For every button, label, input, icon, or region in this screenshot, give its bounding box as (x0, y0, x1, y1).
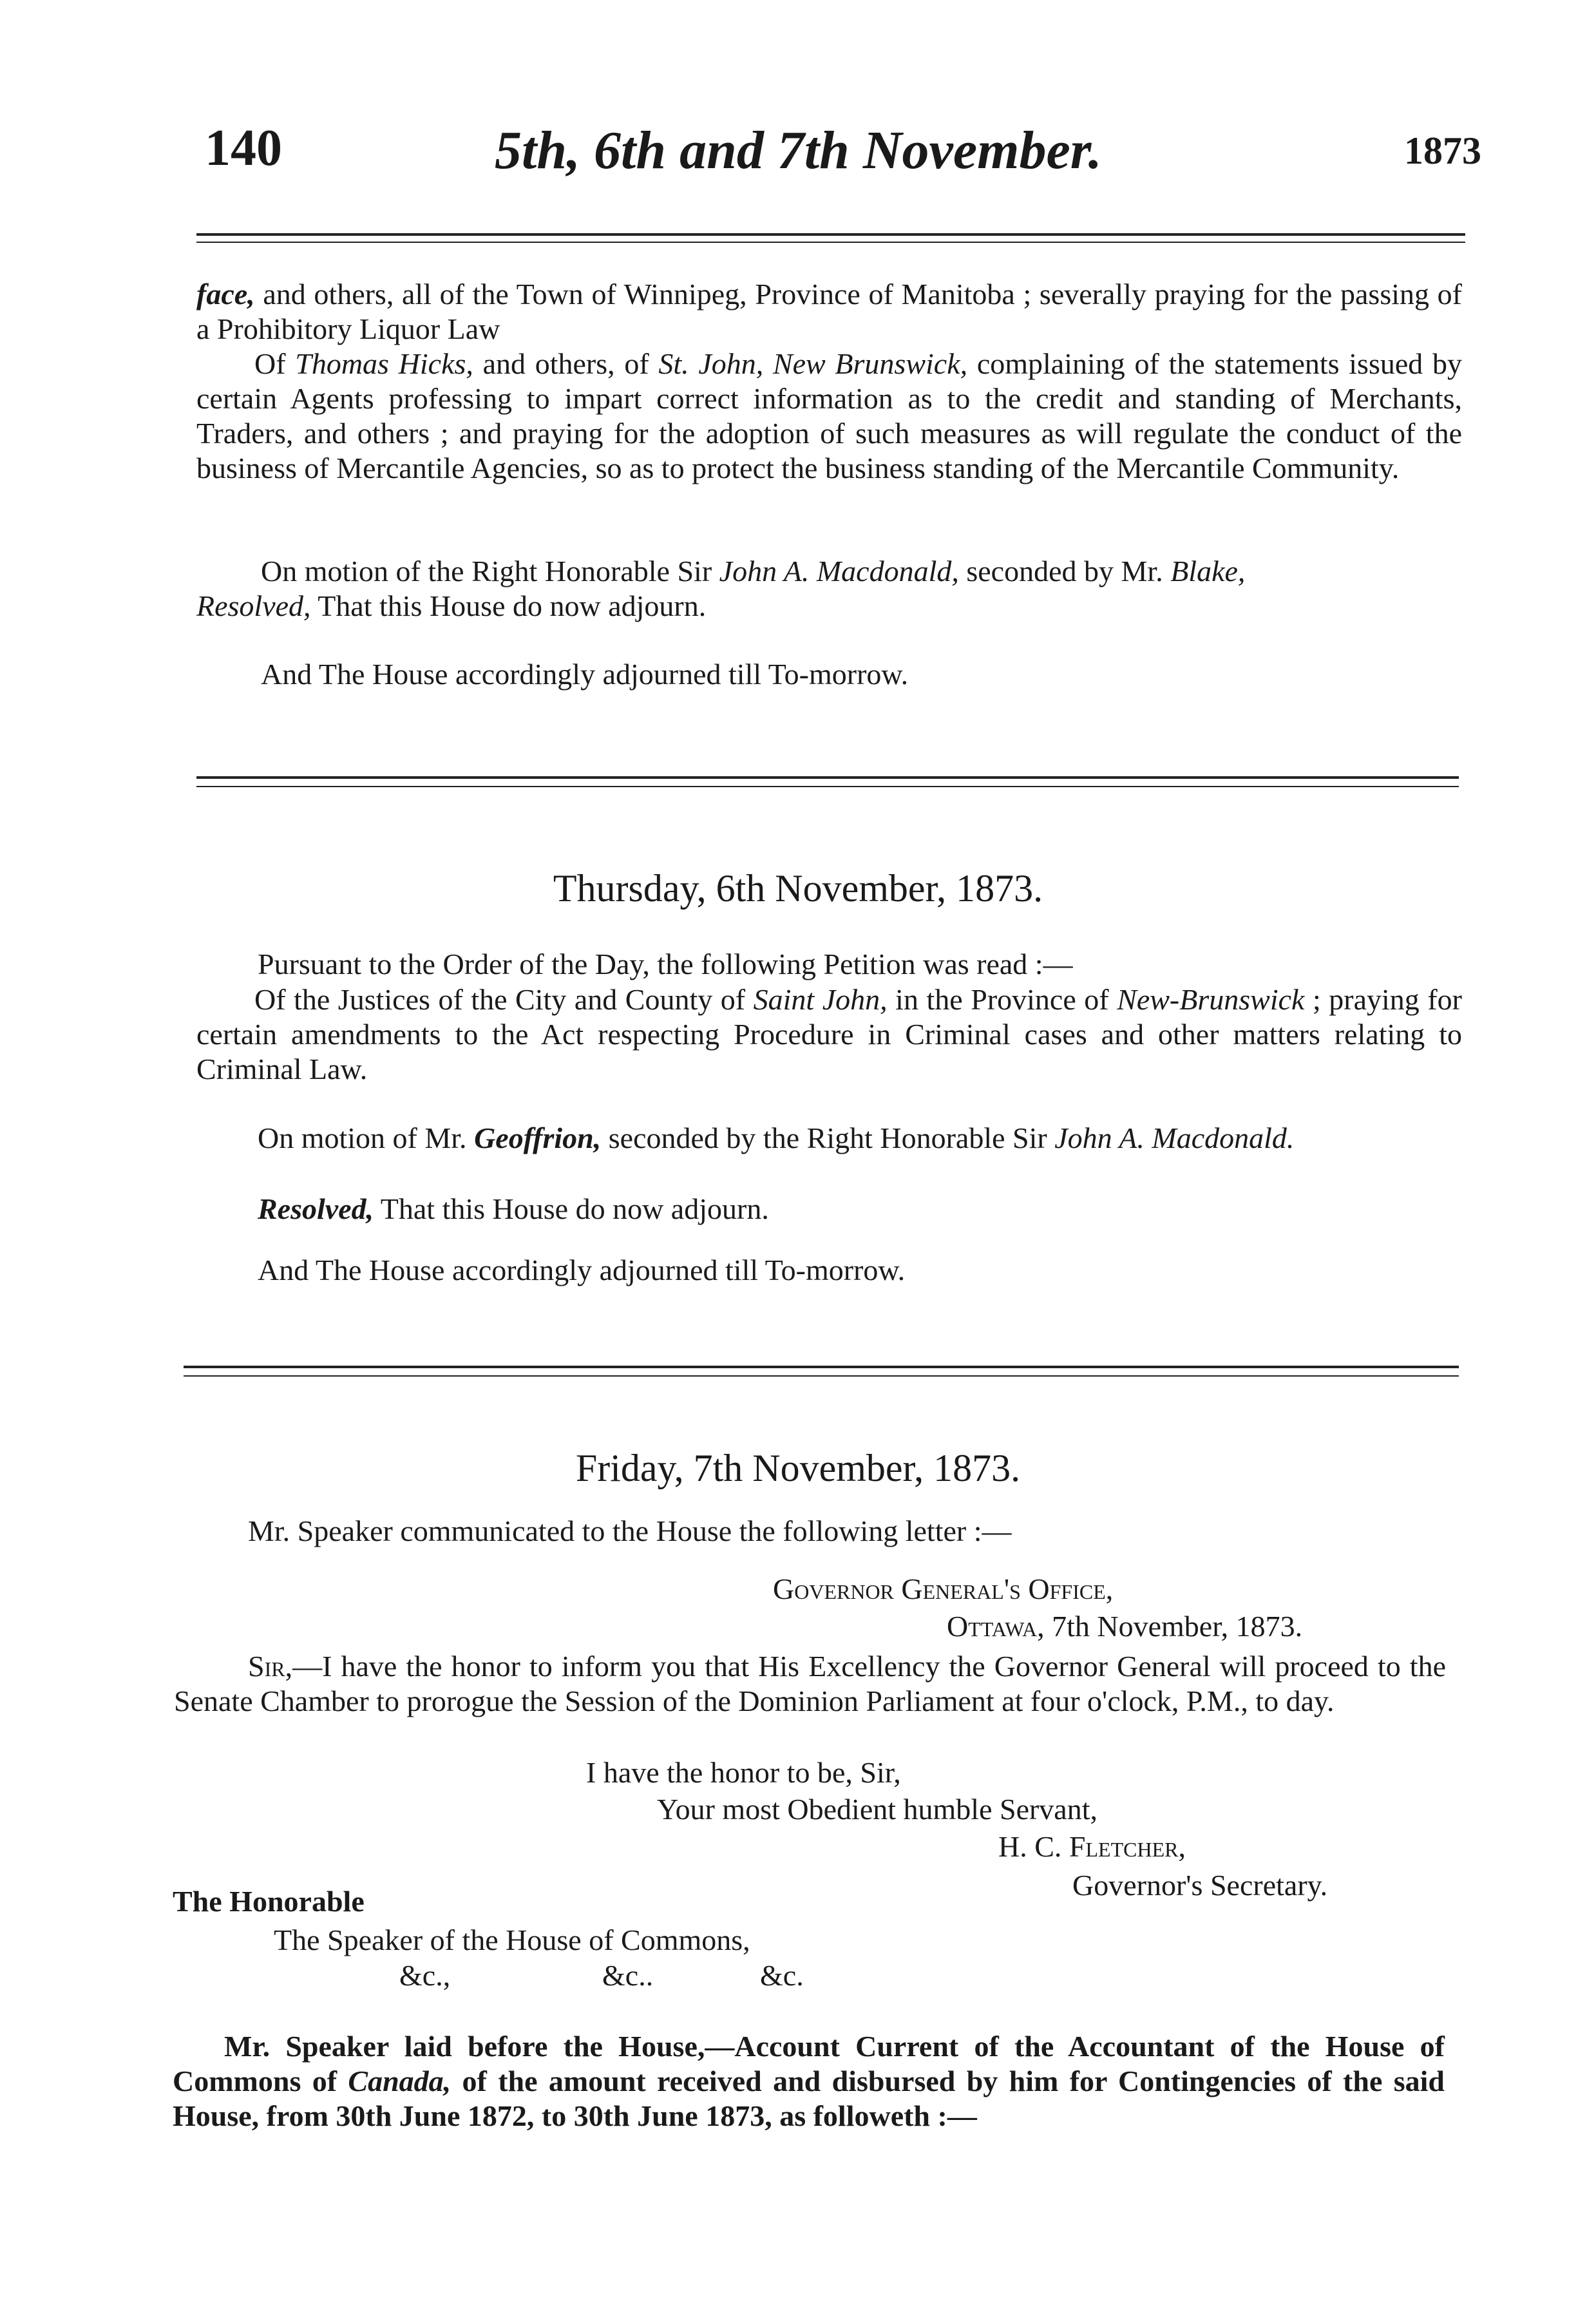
italic-text: face, (196, 278, 255, 310)
italic-text: St. John, New Brunswick, (658, 347, 968, 380)
letter-office: Governor General's Office, (773, 1572, 1114, 1605)
page-title: 5th, 6th and 7th November. (495, 120, 1102, 180)
section-rule-2 (184, 1366, 1459, 1368)
page-year: 1873 (1404, 129, 1481, 172)
text: That this House do now adjourn. (310, 589, 707, 622)
petition-winnipeg (196, 277, 1462, 347)
text: and others, all of the Town of Winnipeg, Province of Manitoba ; severally praying for the passing of a Prohibitory Liquor Law (196, 278, 1462, 345)
section-rule-1 (196, 776, 1459, 779)
addressee-1: The Honorable (173, 1885, 365, 1918)
italic-text: Thomas Hicks, (295, 347, 473, 380)
italic-text: Canada, (348, 2065, 451, 2097)
section-heading-thursday: Thursday, 6th November, 1873. (553, 867, 1043, 910)
text: in the Province of (887, 983, 1117, 1016)
etc-3: &c. (760, 1959, 804, 1992)
text: 7th November, 1873. (1044, 1610, 1303, 1643)
text: and others, of (473, 347, 659, 380)
motion-geoffrion (196, 1121, 1462, 1156)
resolved-adjourn-2 (258, 1192, 769, 1227)
italic-text: John A. Macdonald, (719, 555, 959, 587)
petition-hicks (196, 347, 1462, 486)
text: seconded by the Right Honorable Sir (601, 1122, 1055, 1154)
etc-2: &c.. (602, 1959, 654, 1992)
speaker-communicated: Mr. Speaker communicated to the House the following letter :— (248, 1514, 1012, 1547)
text: Mr. Speaker laid before the House,—Account Current of the Accountant of the House of Commons of (173, 2030, 1445, 2097)
order-of-day: Pursuant to the Order of the Day, the following Petition was read :— (258, 948, 1073, 980)
text: That this House do now adjourn. (374, 1192, 769, 1225)
page-number: 140 (205, 120, 282, 177)
letter-body (174, 1649, 1446, 1719)
text: Of the Justices of the City and County of (254, 983, 754, 1016)
text: Sir, (248, 1650, 293, 1683)
italic-text: Geoffrion, (474, 1122, 602, 1154)
text: Ottawa, (947, 1610, 1045, 1643)
account-current (173, 2029, 1445, 2133)
text: Of (254, 347, 296, 380)
petition-justices (196, 982, 1462, 1087)
text: —I have the honor to inform you that His Excellency the Governor General will proceed to the Senate Chamber to prorogue the Session of the Dominion Parliament at four o'clock, P.M., to day. (174, 1650, 1446, 1717)
text: On motion of the Right Honorable Sir (261, 555, 719, 587)
adjourned-2: And The House accordingly adjourned till To-morrow. (258, 1254, 906, 1286)
letter-signature-title: Governor's Secretary. (1072, 1869, 1328, 1902)
section-rule-1b (196, 786, 1459, 787)
letter-closing-2: Your most Obedient humble Servant, (657, 1793, 1098, 1826)
etc-1: &c., (399, 1959, 451, 1992)
section-heading-friday: Friday, 7th November, 1873. (575, 1447, 1021, 1489)
adjourned-1: And The House accordingly adjourned till To-morrow. (261, 658, 909, 691)
italic-text: Saint John, (753, 983, 888, 1016)
header-rule (196, 233, 1465, 236)
italic-text: John A. Macdonald. (1054, 1122, 1295, 1154)
text: seconded by Mr. (958, 555, 1171, 587)
header-rule-thin (196, 242, 1465, 243)
italic-text: Resolved, (258, 1192, 374, 1225)
section-rule-2b (184, 1375, 1459, 1377)
letter-signature: H. C. Fletcher, (998, 1830, 1186, 1863)
letter-place-date (947, 1609, 1302, 1644)
text: ; praying for certain amendments to the Act respecting Procedure in Criminal cases and other matters relating to Criminal Law. (196, 983, 1462, 1085)
text: On motion of Mr. (258, 1122, 475, 1154)
addressee-2: The Speaker of the House of Commons, (274, 1923, 750, 1956)
italic-text: Blake, (1170, 555, 1246, 587)
letter-closing-1: I have the honor to be, Sir, (586, 1756, 901, 1789)
text: of the amount received and disbursed by him for Contingencies of the said House, from 30th June 1872, to 30th June 1873, as followeth :— (173, 2065, 1445, 2132)
italic-text: New-Brunswick (1117, 983, 1305, 1016)
text: complaining of the statements issued by certain Agents professing to impart correct information as to the credit and standing of Merchants, Traders, and others ; and praying for the adoption of such measures as will regulate the conduct of the business of Mercantile Agencies, so as to protect the business standing of the Mercantile Community. (196, 347, 1462, 484)
motion-adjourn-1 (196, 554, 1462, 624)
italic-text: Resolved, (196, 589, 311, 622)
